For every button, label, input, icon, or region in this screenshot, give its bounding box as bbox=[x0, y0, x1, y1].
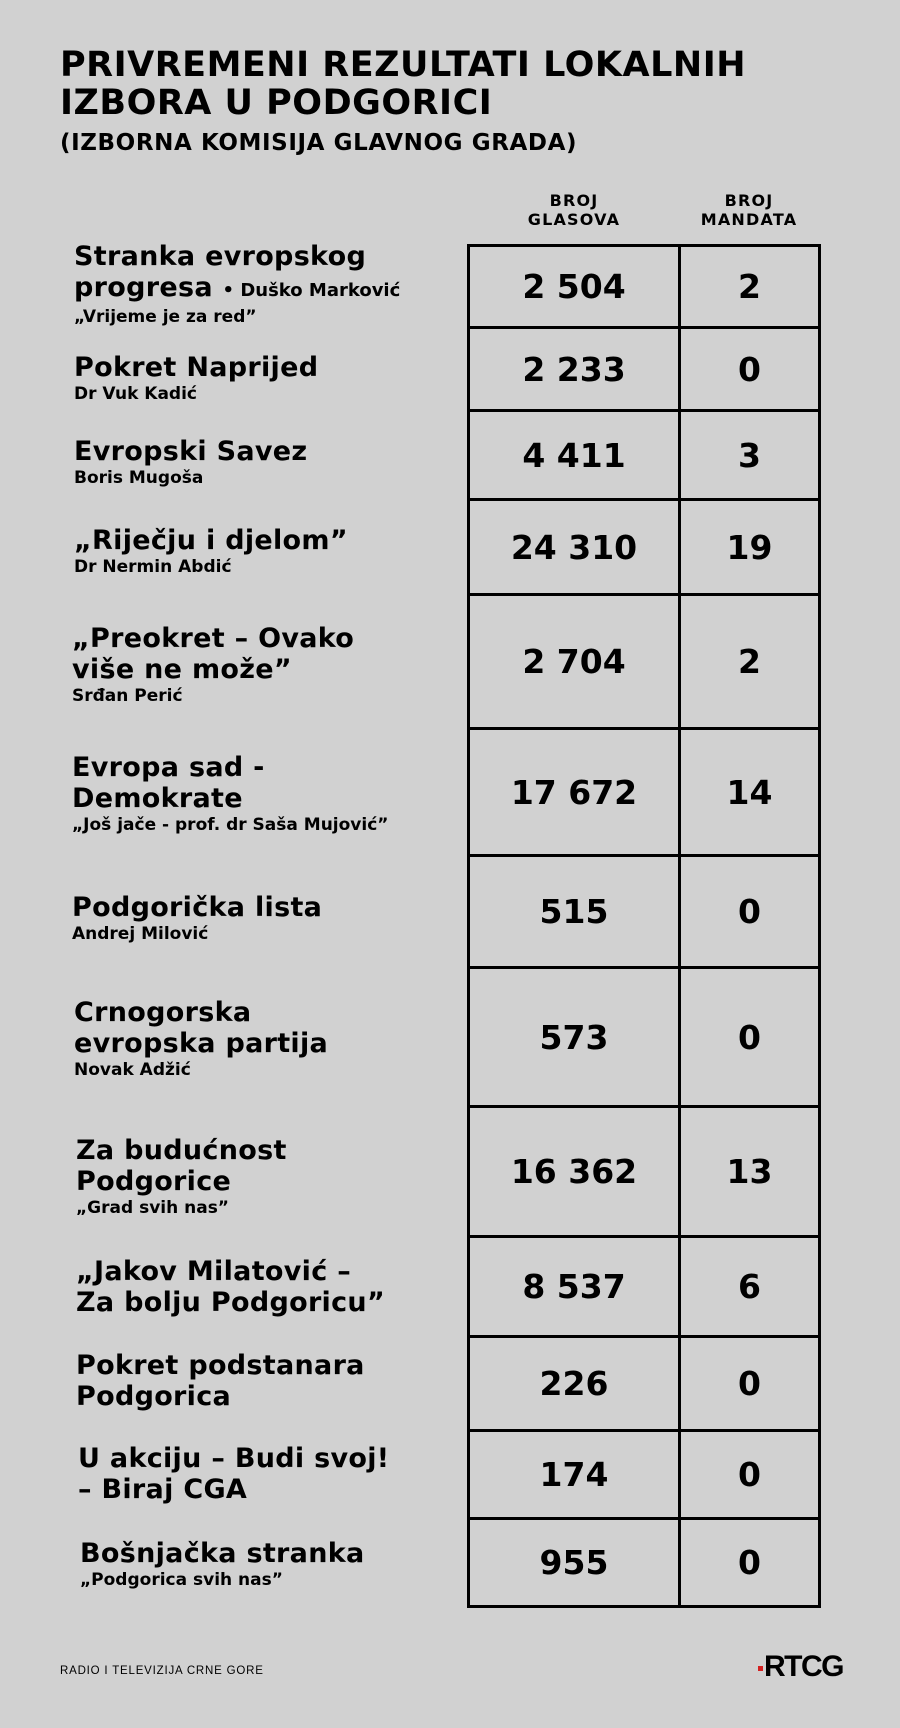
table-row bbox=[467, 412, 821, 501]
votes-cell: 8 537 bbox=[470, 1238, 681, 1335]
seats-cell: 2 bbox=[738, 642, 761, 681]
party-name bbox=[76, 1350, 471, 1412]
votes-cell: 4 411 bbox=[470, 412, 681, 498]
party-label bbox=[76, 1350, 471, 1412]
party-name-line2: Podgorica bbox=[76, 1381, 232, 1412]
party-name: Podgorička lista bbox=[72, 892, 323, 923]
party-name-line1: Za budućnost bbox=[76, 1135, 287, 1166]
party-leader: Dr Nermin Abdić bbox=[74, 557, 232, 577]
logo-accent-icon bbox=[758, 1666, 763, 1671]
results-table bbox=[467, 244, 821, 1608]
page-subtitle: (IZBORNA KOMISIJA GLAVNOG GRADA) bbox=[60, 130, 578, 156]
votes-cell: 2 704 bbox=[470, 596, 681, 727]
party-leader: Srđan Perić bbox=[72, 686, 183, 706]
party-name-line2: Demokrate bbox=[72, 783, 243, 814]
table-row bbox=[467, 329, 821, 412]
seats-header-line2: MANDATA bbox=[700, 210, 798, 229]
broadcaster-credit: RADIO I TELEVIZIJA CRNE GORE bbox=[60, 1665, 264, 1677]
party-label bbox=[74, 436, 469, 489]
table-row bbox=[467, 1108, 821, 1238]
party-name-line2: progresa bbox=[74, 272, 213, 303]
party-name-line1: „Preokret – Ovako bbox=[72, 623, 355, 654]
votes-header-line1: BROJ bbox=[549, 191, 599, 210]
party-name: Pokret Naprijed bbox=[74, 352, 319, 383]
party-label bbox=[74, 525, 469, 578]
seats-cell: 13 bbox=[726, 1152, 773, 1191]
party-name-line2: više ne može” bbox=[72, 654, 292, 685]
party-name: Bošnjačka stranka bbox=[80, 1538, 365, 1569]
votes-header-line2: GLASOVA bbox=[527, 210, 621, 229]
party-name-line2: Za bolju Podgoricu” bbox=[76, 1287, 385, 1318]
party-name bbox=[78, 1443, 473, 1505]
table-row bbox=[467, 1338, 821, 1432]
logo-text: RTCG bbox=[764, 1650, 843, 1683]
party-name-line1: Stranka evropskog bbox=[74, 241, 367, 272]
party-name-line1: U akciju – Budi svoj! bbox=[78, 1443, 390, 1474]
party-slogan: „Vrijeme je za red” bbox=[74, 307, 257, 327]
party-name bbox=[72, 623, 467, 685]
party-label bbox=[74, 241, 469, 328]
party-name bbox=[74, 997, 469, 1059]
seats-cell: 0 bbox=[738, 1364, 761, 1403]
table-row bbox=[467, 969, 821, 1108]
table-row bbox=[467, 247, 821, 329]
party-name bbox=[76, 1256, 471, 1318]
party-name bbox=[72, 752, 467, 814]
votes-cell: 573 bbox=[470, 969, 681, 1105]
party-name-line2: evropska partija bbox=[74, 1028, 329, 1059]
votes-cell: 226 bbox=[470, 1338, 681, 1429]
party-leader: Novak Adžić bbox=[74, 1060, 191, 1080]
votes-cell: 2 504 bbox=[470, 247, 681, 326]
seats-column-header bbox=[680, 191, 818, 229]
party-name-line1: Evropa sad - bbox=[72, 752, 265, 783]
party-label bbox=[72, 623, 467, 707]
votes-cell: 515 bbox=[470, 857, 681, 966]
table-row bbox=[467, 1238, 821, 1338]
party-name-line2: – Biraj CGA bbox=[78, 1474, 248, 1505]
votes-column-header bbox=[468, 191, 680, 229]
party-slogan: „Još jače - prof. dr Saša Mujović” bbox=[72, 815, 389, 835]
party-label bbox=[78, 1443, 473, 1505]
party-label bbox=[72, 752, 467, 836]
table-row bbox=[467, 730, 821, 857]
party-name: Evropski Savez bbox=[74, 436, 308, 467]
seats-cell: 0 bbox=[738, 1455, 761, 1494]
table-row bbox=[467, 1432, 821, 1520]
party-leader: Boris Mugoša bbox=[74, 468, 204, 488]
seats-cell: 3 bbox=[738, 435, 761, 475]
table-row bbox=[467, 596, 821, 730]
party-label bbox=[76, 1256, 471, 1318]
seats-cell: 0 bbox=[738, 1543, 761, 1582]
party-name-line2: Podgorice bbox=[76, 1166, 232, 1197]
rtcg-logo bbox=[758, 1650, 843, 1684]
seats-cell: 0 bbox=[738, 349, 761, 389]
party-slogan: „Podgorica svih nas” bbox=[80, 1570, 283, 1590]
party-name: „Riječju i djelom” bbox=[74, 525, 348, 556]
party-leader: Dr Vuk Kadić bbox=[74, 384, 198, 404]
party-label bbox=[74, 997, 469, 1081]
votes-cell: 16 362 bbox=[470, 1108, 681, 1235]
seats-cell: 14 bbox=[726, 772, 773, 812]
party-name-line1: „Jakov Milatović – bbox=[76, 1256, 352, 1287]
party-label bbox=[74, 352, 469, 405]
party-leader: • Duško Marković bbox=[222, 280, 401, 301]
seats-cell: 0 bbox=[738, 892, 761, 931]
votes-cell: 24 310 bbox=[470, 501, 681, 593]
seats-header-line1: BROJ bbox=[724, 191, 774, 210]
votes-cell: 2 233 bbox=[470, 329, 681, 409]
votes-cell: 955 bbox=[470, 1520, 681, 1605]
seats-cell: 19 bbox=[726, 527, 773, 567]
party-name bbox=[76, 1135, 471, 1197]
seats-cell: 2 bbox=[738, 267, 761, 306]
party-name bbox=[74, 241, 469, 306]
table-row bbox=[467, 501, 821, 596]
party-label bbox=[80, 1538, 475, 1591]
page-title: PRIVREMENI REZULTATI LOKALNIH IZBORA U PODGORICI bbox=[60, 45, 747, 123]
party-label bbox=[72, 892, 467, 945]
party-slogan: „Grad svih nas” bbox=[76, 1198, 229, 1218]
party-name-line1: Pokret podstanara bbox=[76, 1350, 365, 1381]
party-label bbox=[76, 1135, 471, 1219]
party-leader: Andrej Milović bbox=[72, 924, 209, 944]
party-name-line1: Crnogorska bbox=[74, 997, 252, 1028]
votes-cell: 17 672 bbox=[470, 730, 681, 854]
table-row bbox=[467, 857, 821, 969]
table-row bbox=[467, 1520, 821, 1608]
seats-cell: 6 bbox=[738, 1267, 761, 1306]
seats-cell: 0 bbox=[738, 1017, 761, 1057]
votes-cell: 174 bbox=[470, 1432, 681, 1517]
